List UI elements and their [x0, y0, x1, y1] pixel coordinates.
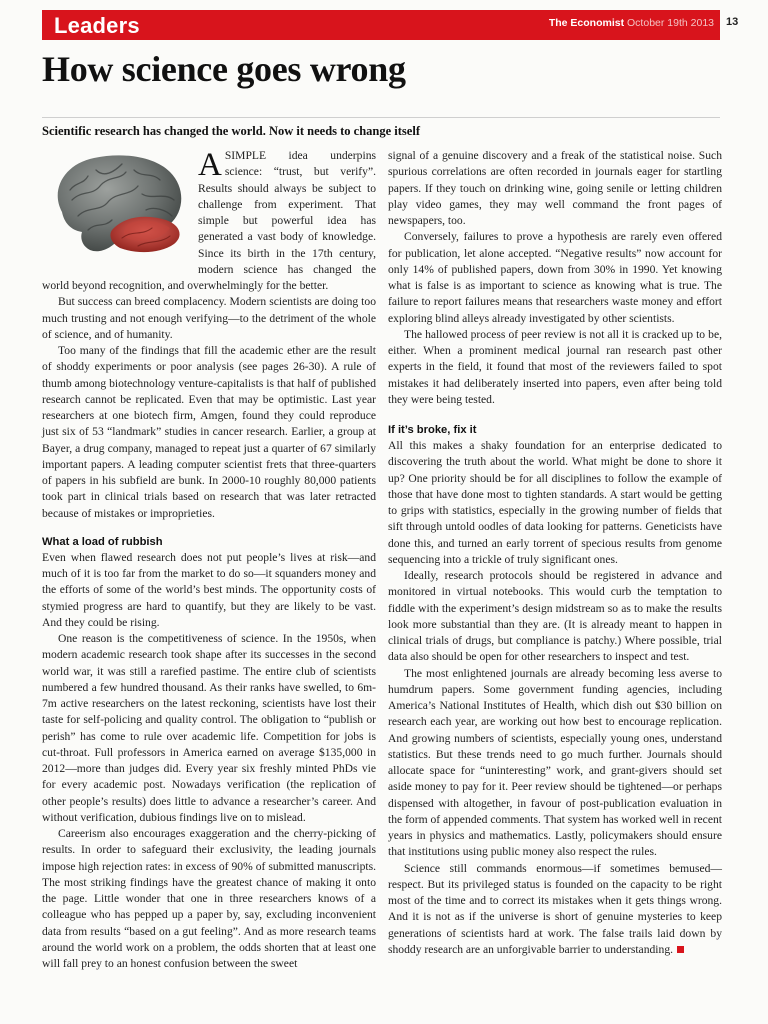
- subheading: If it’s broke, fix it: [388, 424, 477, 436]
- paragraph: Even when flawed research does not put people’s lives at risk—and much of it is too far from the market to do so—it squanders money and the efforts of some of the world’s best minds. The opportunity costs of stymied progress are hard to quantify, but they are likely to be vast. And they could be rising.: [42, 550, 376, 629]
- paragraph: Ideally, research protocols should be registered in advance and monitored in virtual notebooks. This would curb the temptation to fiddle with the experiment’s design midstream so as to make the results look more substantial than they are. (It is already meant to happen in clinical trials of drugs, but compliance is patchy.) Where possible, trial data also should be open for other researchers to inspect and test.: [388, 569, 722, 664]
- right-column: [388, 148, 722, 958]
- paragraph: The most enlightened journals are already becoming less averse to humdrum papers. Some government funding agencies, including America’s National Institutes of Health, which dish out $30 billion on research each year, are working out how best to encourage replication. And growing numbers of scientists, especially young ones, understand statistics. But these trends need to go much further. Journals should allocate space for “uninteresting” work, and grant-givers should set aside money to pay for it. Peer review should be tightened—or perhaps dispensed with altogether, in favour of post-publication evaluation in the form of appended comments. That system has worked well in recent years in physics and mathematics. Lastly, policymakers should ensure that institutions using public money also respect the rules.: [388, 666, 722, 859]
- paragraph-text: Science still commands enormous—if sometimes bemused—respect. But its privileged status is founded on the capacity to be right most of the time and to correct its mistakes when it gets things wrong. And it is not as if the universe is short of genuine mysteries to keep generations of scientists hard at work. The false trails laid down by shoddy research are an unforgivable barrier to understanding.: [388, 861, 722, 956]
- paragraph: The hallowed process of peer review is not all it is cracked up to be, either. When a prominent medical journal ran research past other experts in the field, it found that most of the reviewers failed to spot mistakes it had deliberately inserted into papers, even after being told they were being tested.: [388, 327, 722, 406]
- divider: [42, 117, 720, 118]
- paragraph: Too many of the findings that fill the academic ether are the result of shoddy experiments or poor analysis (see pages 26-30). A rule of thumb among biotechnology venture-capitalists is that half of published research cannot be replicated. Even that may be optimistic. Last year researchers at one biotech firm, Amgen, found they could reproduce just six of 53 “landmark” studies in cancer research. Earlier, a group at Bayer, a drug company, managed to repeat just a quarter of 67 similarly important papers. A leading computer scientist frets that three-quarters of papers in his subfield are bunk. In 2000-10 roughly 80,000 patients took part in clinical trials based on research that was later retracted because of mistakes or improprieties.: [42, 344, 376, 520]
- subheading: What a load of rubbish: [42, 535, 163, 548]
- paragraph: All this makes a shaky foundation for an enterprise dedicated to discovering the truth about the world. What might be done to shore it up? One priority should be for all disciplines to follow the example of those that have done most to tighten standards. A start would be getting to grips with statistics, especially in the growing number of fields that sift through untold oodles of data looking for patterns. Geneticists have done this, and turned an early torrent of specious results from genome sequencing into a trickle of truly significant ones.: [388, 439, 722, 566]
- masthead: [549, 17, 714, 29]
- left-column: [42, 148, 376, 972]
- section-label: Leaders: [54, 13, 140, 38]
- end-of-article-mark: [677, 946, 684, 953]
- paragraph: [388, 861, 722, 959]
- section-header-bar: [42, 10, 720, 40]
- paragraph: signal of a genuine discovery and a freak of the statistical noise. Such spurious correlations are often recorded in journals eager for startling papers. If they touch on drinking wine, going senile or letting children play video games, they may well command the front pages of newspapers, too.: [388, 149, 722, 227]
- paragraph: But success can breed complacency. Modern scientists are doing too much trusting and not enough verifying—to the detriment of the whole of science, and of humanity.: [42, 295, 376, 341]
- paragraph: One reason is the competitiveness of science. In the 1950s, when modern academic research took shape after its successes in the second world war, it was still a rarefied pastime. The entire club of scientists numbered a few hundred thousand. As their ranks have swelled, to 6m-7m active researchers on the latest reckoning, scientists have lost their taste for self-policing and quality control. The obligation to “publish or perish” has come to rule over academic life. Competition for jobs is cut-throat. Full professors in America earned on average $135,000 in 2012—more than judges did. Every year six freshly minted PhDs vie for every academic post. Nowadays verification (the replication of other people’s results) does little to advance a researcher’s career. And without verification, dubious findings live on to mislead.: [42, 632, 376, 824]
- paragraph: Careerism also encourages exaggeration and the cherry-picking of results. In order to safeguard their exclusivity, the leading journals impose high rejection rates: in excess of 90% of submitted manuscripts. The most striking findings have the greatest chance of making it onto the page. Little wonder that one in three researchers knows of a colleague who has pepped up a paper by, say, excluding inconvenient data from results “based on a gut feeling”. And as more research teams around the world work on a problem, the odds shorten that at least one will fall prey to an honest confusion between the sweet: [42, 827, 376, 970]
- paragraph: Conversely, failures to prove a hypothesis are rarely even offered for publication, let alone accepted. “Negative results” now account for only 14% of published papers, down from 30% in 1990. Yet knowing what is false is as important to science as knowing what is true. The failure to report failures means that researchers waste money and effort exploring blind alleys already investigated by other scientists.: [388, 230, 722, 325]
- drop-cap: A: [198, 147, 222, 183]
- headline: How science goes wrong: [42, 49, 406, 89]
- standfirst: Scientific research has changed the world. Now it needs to change itself: [42, 124, 420, 138]
- paragraph-text: SIMPLE idea underpins science: “trust, but verify”. Results should always be subject to challenge from experiment. That simple but powerful idea has generated a vast body of knowledge. Since its birth in the 17th century, modern science has changed the world beyond recognition, and overwhelmingly for the better.: [42, 149, 376, 292]
- page-number: 13: [726, 16, 739, 28]
- publication-name: The Economist: [548, 17, 625, 29]
- brain-illustration: [42, 150, 190, 258]
- issue-date: October 19th 2013: [627, 17, 714, 29]
